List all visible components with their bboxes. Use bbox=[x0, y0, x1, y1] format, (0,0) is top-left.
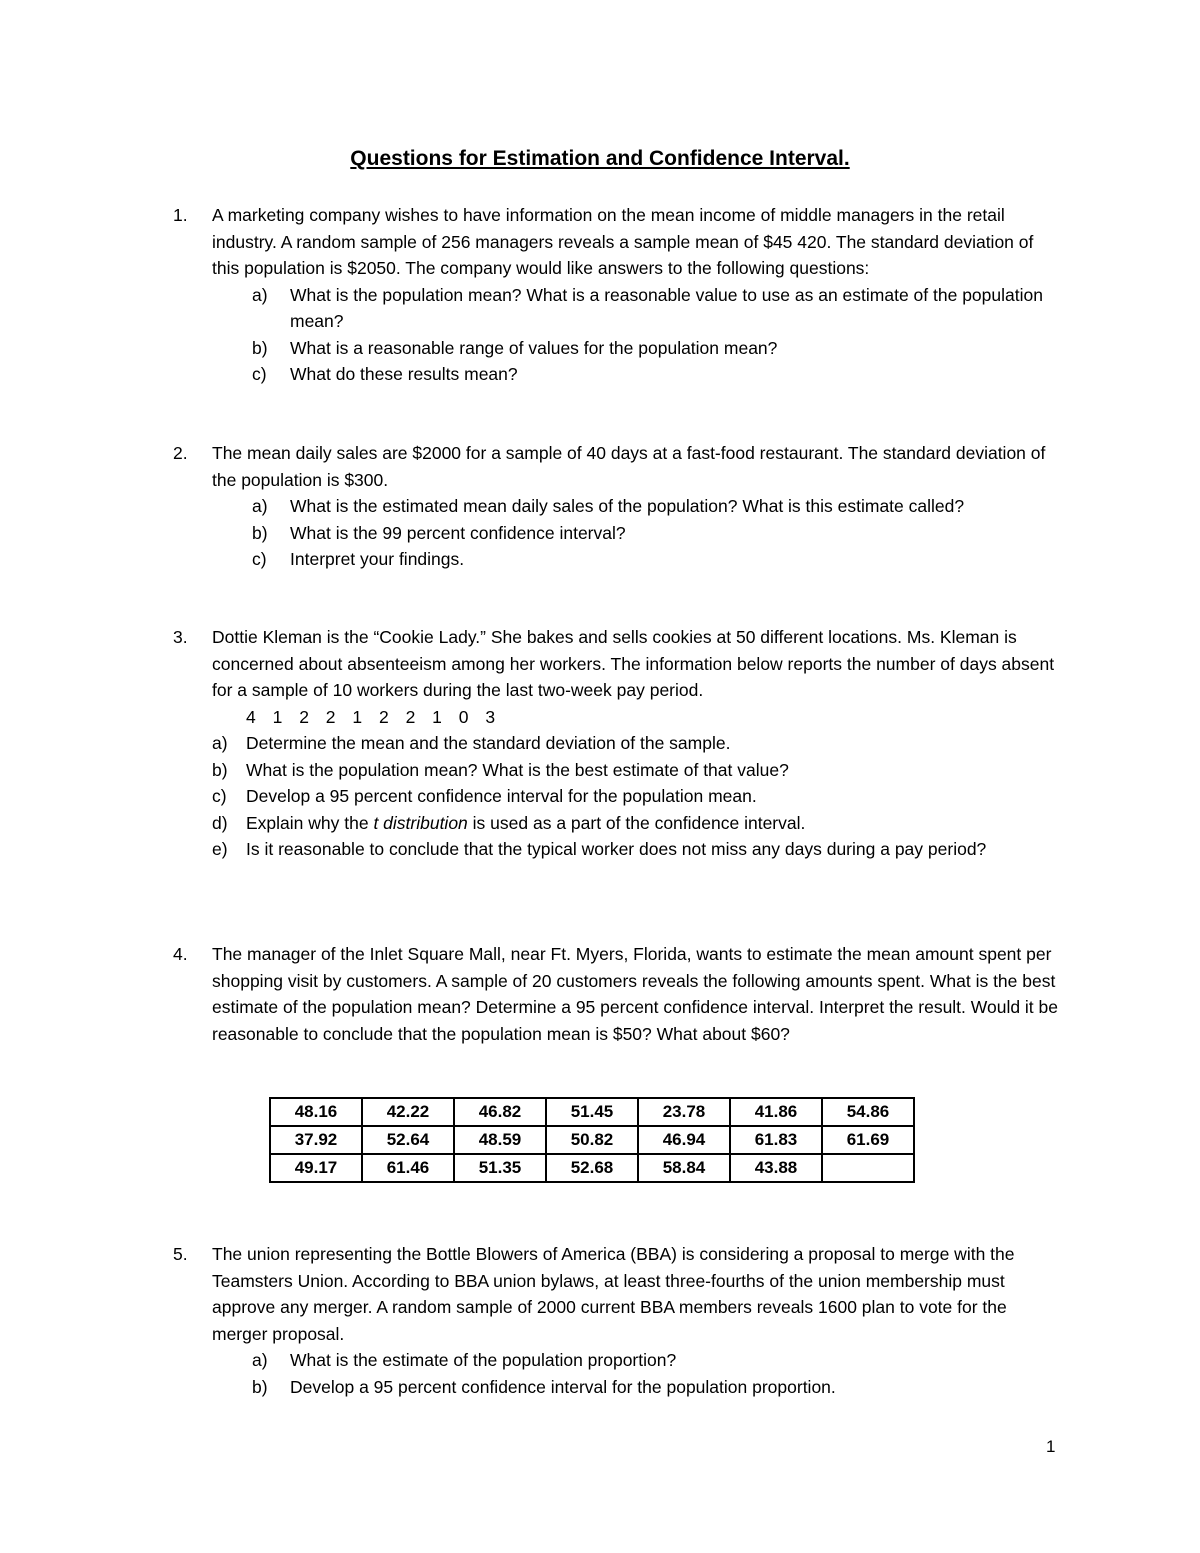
table-cell bbox=[822, 1154, 914, 1182]
table-cell: 61.69 bbox=[822, 1126, 914, 1154]
sub-question: b) Develop a 95 percent confidence interval for the population proportion. bbox=[252, 1376, 836, 1397]
table-cell: 52.64 bbox=[362, 1126, 454, 1154]
table-cell: 46.82 bbox=[454, 1098, 546, 1126]
sub-question: a) What is the estimated mean daily sales of the population? What is this estimate called? bbox=[252, 496, 965, 516]
table-cell: 46.94 bbox=[638, 1126, 730, 1154]
question-number: 4. bbox=[173, 944, 188, 964]
table-cell: 37.92 bbox=[270, 1126, 362, 1154]
table-cell: 50.82 bbox=[546, 1126, 638, 1154]
table-cell: 52.68 bbox=[546, 1154, 638, 1182]
sub-question: c) What do these results mean? bbox=[252, 364, 518, 384]
question-3 bbox=[173, 624, 1063, 863]
question-text: The union representing the Bottle Blowers of America (BBA) is considering a proposal to merge with the Teamsters Union. According to BBA union bylaws, at least three-fourths of the union membership must approve any merger. A random sample of 2000 current BBA members reveals 1600 plan to vote for the merger proposal. bbox=[212, 1244, 1015, 1344]
sub-question: a) What is the estimate of the population proportion? bbox=[252, 1350, 677, 1370]
table-cell: 48.16 bbox=[270, 1098, 362, 1126]
table-cell: 54.86 bbox=[822, 1098, 914, 1126]
question-number: 1. bbox=[173, 205, 188, 225]
table-cell: 51.45 bbox=[546, 1098, 638, 1126]
table-cell: 43.88 bbox=[730, 1154, 822, 1182]
table-cell: 49.17 bbox=[270, 1154, 362, 1182]
question-number: 5. bbox=[173, 1244, 188, 1264]
page-number: 1 bbox=[1046, 1437, 1056, 1456]
sub-question: d) Explain why the t distribution is used as a part of the confidence interval. bbox=[212, 812, 806, 833]
question-text: Dottie Kleman is the “Cookie Lady.” She bakes and sells cookies at 50 different locations. Ms. Kleman is concerned about absenteeism among her workers. The information below reports the number of days absent for a sample of 10 workers during the last two-week pay period. bbox=[212, 627, 1055, 700]
sub-question: b) What is the 99 percent confidence interval? bbox=[252, 522, 626, 543]
table-cell: 23.78 bbox=[638, 1098, 730, 1126]
table-row bbox=[270, 1126, 914, 1154]
sub-question: c) Develop a 95 percent confidence interval for the population mean. bbox=[212, 786, 757, 806]
table-row bbox=[270, 1154, 914, 1182]
sub-question: b) What is the population mean? What is the best estimate of that value? bbox=[212, 759, 789, 780]
sub-question: e) Is it reasonable to conclude that the typical worker does not miss any days during a pay period? bbox=[212, 839, 987, 859]
sub-question: a) What is the population mean? What is a reasonable value to use as an estimate of the population mean? bbox=[252, 284, 1043, 331]
question-number: 2. bbox=[173, 443, 188, 463]
table-cell: 42.22 bbox=[362, 1098, 454, 1126]
question-text: The mean daily sales are $2000 for a sample of 40 days at a fast-food restaurant. The standard deviation of the population is $300. bbox=[212, 443, 1046, 490]
question-text: A marketing company wishes to have information on the mean income of middle managers in the retail industry. A random sample of 256 managers reveals a sample mean of $45 420. The standard deviation of this population is $2050. The company would like answers to the following questions: bbox=[212, 205, 1034, 278]
question-number: 3. bbox=[173, 627, 188, 647]
table-cell: 61.46 bbox=[362, 1154, 454, 1182]
table-cell: 58.84 bbox=[638, 1154, 730, 1182]
absence-values: 4 1 2 2 1 2 2 1 0 3 bbox=[246, 706, 496, 727]
question-text: The manager of the Inlet Square Mall, near Ft. Myers, Florida, wants to estimate the mean amount spent per shopping visit by customers. A sample of 20 customers reveals the following amounts spent. What is the best estimate of the population mean? Determine a 95 percent confidence interval. Interpret the result. Would it be reasonable to conclude that the population mean is $50? What about $60? bbox=[212, 944, 1058, 1044]
question-4 bbox=[173, 941, 1063, 1047]
table-cell: 61.83 bbox=[730, 1126, 822, 1154]
table-cell: 48.59 bbox=[454, 1126, 546, 1154]
table-row bbox=[270, 1098, 914, 1126]
spending-table bbox=[269, 1097, 915, 1183]
table-cell: 51.35 bbox=[454, 1154, 546, 1182]
question-5 bbox=[173, 1241, 1063, 1400]
sub-question: b) What is a reasonable range of values for the population mean? bbox=[252, 337, 778, 358]
question-1 bbox=[173, 202, 1063, 388]
table-cell: 41.86 bbox=[730, 1098, 822, 1126]
sub-question: a) Determine the mean and the standard deviation of the sample. bbox=[212, 733, 731, 753]
question-2 bbox=[173, 440, 1063, 573]
sub-question: c) Interpret your findings. bbox=[252, 549, 465, 569]
page-title: Questions for Estimation and Confidence Interval. bbox=[350, 147, 850, 170]
